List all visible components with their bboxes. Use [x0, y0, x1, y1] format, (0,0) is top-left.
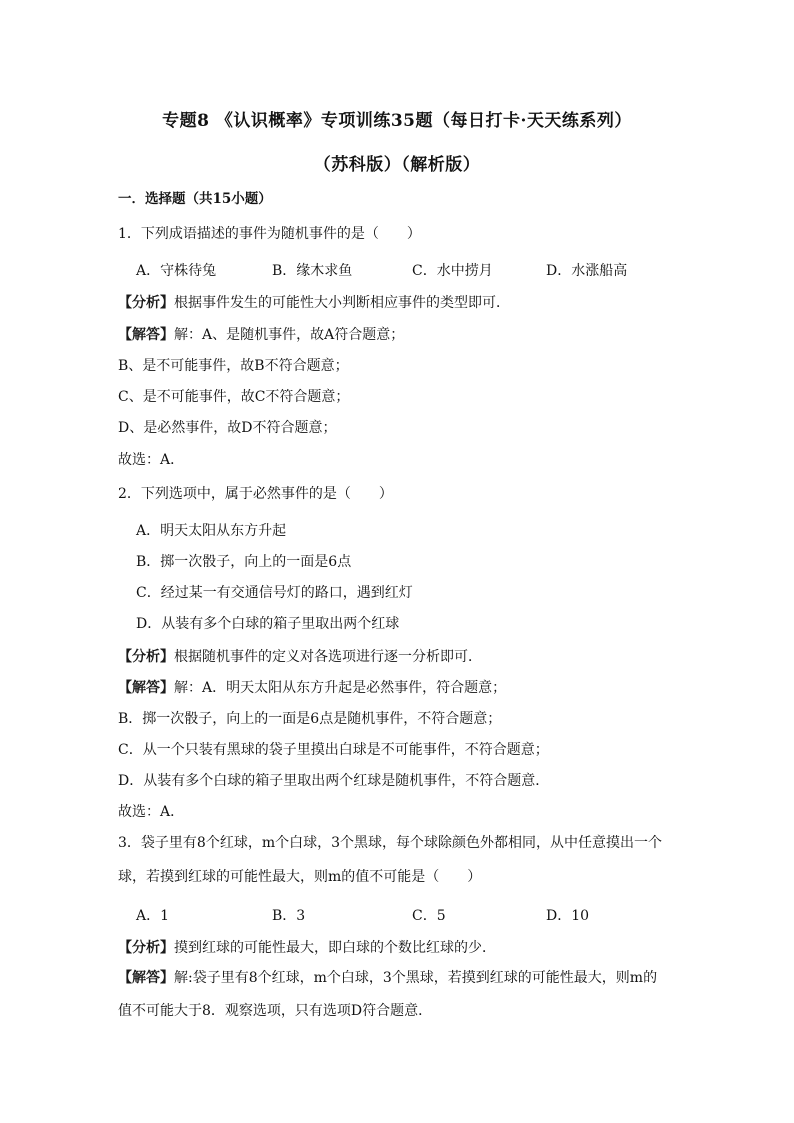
q1-option-d: D．水涨船高 [546, 263, 628, 279]
analysis-tag: 【分析】 [118, 295, 174, 311]
q1-option-c: C．水中捞月 [412, 263, 493, 279]
q1-option-a: A．守株待兔 [136, 263, 217, 279]
q2-option-d: D．从装有多个白球的箱子里取出两个红球 [136, 616, 400, 632]
q3-option-b: B．3 [272, 908, 306, 924]
answer-tag: 【解答】 [118, 680, 174, 696]
q3-stem-line1: 3．袋子里有8个红球，m个白球，3个黑球，每个球除颜色外都相同，从中任意摸出一个 [118, 835, 662, 851]
q3-answer-line2: 值不可能大于8．观察选项，只有选项D符合题意． [118, 1003, 433, 1019]
q1-choice: 故选：A． [118, 452, 185, 468]
q3-option-c: C．5 [412, 908, 446, 924]
document-title-line2: （苏科版）（解析版） [313, 155, 481, 175]
q1-analysis [118, 292, 510, 312]
q2-answer-line3: C．从一个只装有黑球的袋子里摸出白球是不可能事件，不符合题意； [118, 742, 549, 758]
q1-answer-line1: 解：A、是随机事件，故A符合题意； [174, 327, 405, 343]
q3-option-a: A．1 [136, 908, 170, 924]
document-title-line1: 专题8 《认识概率》专项训练35题（每日打卡·天天练系列） [162, 111, 632, 131]
q1-stem: 1．下列成语描述的事件为随机事件的是（ ） [118, 226, 421, 242]
q1-answer-line4: D、是必然事件，故D不符合题意； [118, 420, 337, 436]
q2-analysis-text: 根据随机事件的定义对各选项进行逐一分析即可． [174, 649, 482, 665]
q3-analysis-text: 摸到红球的可能性最大，即白球的个数比红球的少． [174, 940, 496, 956]
q2-option-c: C．经过某一有交通信号灯的路口，遇到红灯 [136, 585, 413, 601]
answer-tag: 【解答】 [118, 970, 174, 986]
q2-option-a: A．明天太阳从东方升起 [136, 523, 287, 539]
q3-stem-line2: 球，若摸到红球的可能性最大，则m的值不可能是（ ） [118, 869, 482, 885]
q1-answer-line3: C、是不可能事件，故C不符合题意； [118, 389, 350, 405]
q2-stem: 2．下列选项中，属于必然事件的是（ ） [118, 486, 393, 502]
q3-answer-line1: 解:袋子里有8个红球，m个白球，3个黑球，若摸到红球的可能性最大，则m的 [174, 970, 658, 986]
q2-answer-line4: D．从装有多个白球的箱子里取出两个红球是随机事件，不符合题意． [118, 773, 550, 789]
q3-option-d: D．10 [546, 908, 590, 924]
q2-option-b: B．掷一次骰子，向上的一面是6点 [136, 554, 352, 570]
q2-answer [118, 677, 506, 697]
q2-choice: 故选：A． [118, 804, 185, 820]
q2-analysis [118, 646, 482, 666]
answer-tag: 【解答】 [118, 327, 174, 343]
section-heading: 一．选择题（共15小题） [118, 191, 272, 207]
q1-answer [118, 324, 404, 344]
q3-analysis [118, 937, 496, 957]
analysis-tag: 【分析】 [118, 940, 174, 956]
q2-answer-line2: B．掷一次骰子，向上的一面是6点是随机事件，不符合题意； [118, 711, 502, 727]
q3-answer [118, 967, 657, 987]
q1-answer-line2: B、是不可能事件，故B不符合题意； [118, 358, 349, 374]
q1-option-b: B．缘木求鱼 [272, 263, 353, 279]
q1-analysis-text: 根据事件发生的可能性大小判断相应事件的类型即可． [174, 295, 510, 311]
analysis-tag: 【分析】 [118, 649, 174, 665]
q2-answer-line1: 解：A．明天太阳从东方升起是必然事件，符合题意； [174, 680, 507, 696]
